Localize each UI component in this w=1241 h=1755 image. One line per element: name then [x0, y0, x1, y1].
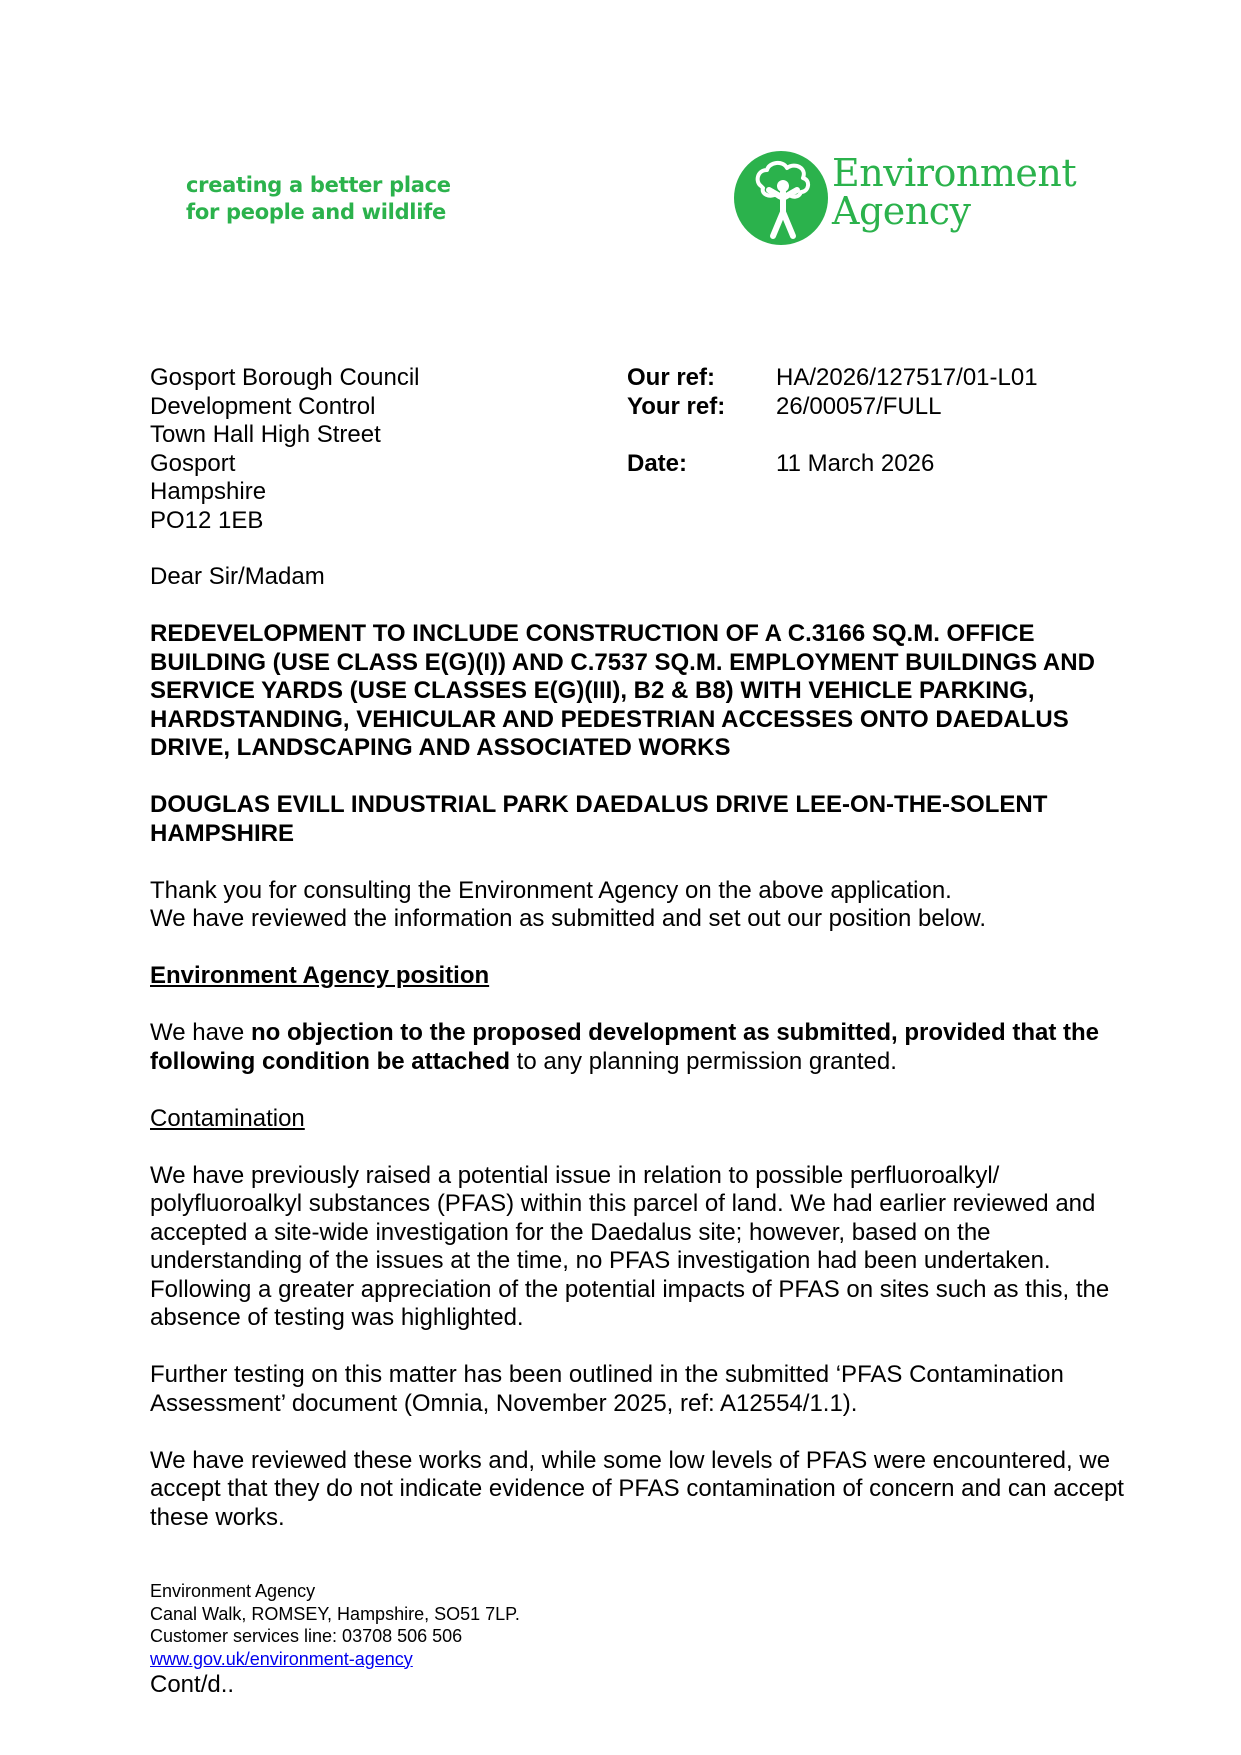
date-row: [627, 450, 1038, 479]
our-ref-value: HA/2026/127517/01-L01: [776, 364, 1038, 391]
site-heading: DOUGLAS EVILL INDUSTRIAL PARK DAEDALUS DRIVE LEE-ON-THE-SOLENT HAMPSHIRE: [150, 791, 1048, 847]
contamination-paragraph-2: Further testing on this matter has been outlined in the submitted ‘PFAS Contamination Assessment’ document (Omnia, November 2025, ref: A12554/1.1).: [150, 1361, 1064, 1417]
tagline-line-1: creating a better place: [186, 173, 451, 197]
address-line: Hampshire: [150, 478, 267, 505]
letter-body: [150, 563, 1135, 1561]
contamination-heading: Contamination: [150, 1104, 305, 1132]
position-pre: We have: [150, 1019, 251, 1046]
footer-address: Canal Walk, ROMSEY, Hampshire, SO51 7LP.: [150, 1603, 520, 1624]
address-line: Gosport: [150, 449, 236, 477]
position-heading: Environment Agency position: [150, 962, 490, 989]
date-value: 11 March 2026: [776, 449, 935, 477]
thanks-paragraph: [150, 877, 1135, 934]
continued-note: Cont/d..: [150, 1671, 235, 1698]
tree-figure-icon: [733, 150, 829, 246]
address-line: Town Hall High Street: [150, 421, 381, 448]
your-ref-row: [627, 393, 1038, 422]
tagline-line-2: for people and wildlife: [186, 200, 446, 224]
address-line: Gosport Borough Council: [150, 364, 420, 391]
logo-word-1: Environment: [832, 151, 1077, 195]
environment-agency-logo: [733, 150, 1077, 250]
salutation: Dear Sir/Madam: [150, 563, 325, 590]
footer-website-link[interactable]: www.gov.uk/environment-agency: [150, 1648, 413, 1669]
footer-phone: Customer services line: 03708 506 506: [150, 1626, 463, 1646]
contamination-paragraph-3: We have reviewed these works and, while some low levels of PFAS were encountered, we accept that they do not indicate evidence of PFAS contamination of concern and can accept these works.: [150, 1446, 1124, 1531]
your-ref-label: Your ref:: [627, 392, 726, 420]
our-ref-row: [627, 364, 1038, 393]
thanks-line-1: Thank you for consulting the Environment Agency on the above application.: [150, 876, 952, 904]
footer-org: Environment Agency: [150, 1581, 316, 1601]
date-label: Date:: [627, 449, 688, 477]
our-ref-label: Our ref:: [627, 364, 716, 391]
footer: [150, 1580, 520, 1699]
address-line: PO12 1EB: [150, 506, 264, 534]
recipient-address: [150, 364, 419, 535]
thanks-line-2: We have reviewed the information as submitted and set out our position below.: [150, 905, 987, 932]
logo-wordmark: [832, 151, 1077, 233]
logo-word-2: Agency: [832, 189, 971, 233]
contamination-paragraph-1: We have previously raised a potential issue in relation to possible perfluoroalkyl/ polyfluoroalkyl substances (PFAS) within this parcel of land. We had earlier reviewed and accepted a site-wide investigation for the Daedalus site; however, based on the understanding of the issues at the time, no PFAS investigation had been undertaken. Following a greater appreciation of the potential impacts of PFAS on sites such as this, the absence of testing was highlighted.: [150, 1161, 1110, 1331]
reference-block: [627, 364, 1038, 478]
position-paragraph: [150, 1019, 1135, 1076]
tagline: [186, 172, 451, 226]
your-ref-value: 26/00057/FULL: [776, 392, 942, 420]
address-line: Development Control: [150, 392, 376, 420]
subject-heading: REDEVELOPMENT TO INCLUDE CONSTRUCTION OF A C.3166 SQ.M. OFFICE BUILDING (USE CLASS E(G)(I)) AND C.7537 SQ.M. EMPLOYMENT BUILDINGS AND SERVICE YARDS (USE CLASSES E(G)(III), B2 & B8) WITH VEHICLE PARKING, HARDSTANDING, VEHICULAR AND PEDESTRIAN ACCESSES ONTO DAEDALUS DRIVE, LANDSCAPING AND ASSOCIATED WORKS: [150, 620, 1095, 761]
position-bold: no objection to the proposed development as submitted, provided that the following condition be attached: [150, 1019, 1100, 1075]
position-post: to any planning permission granted.: [510, 1047, 897, 1075]
